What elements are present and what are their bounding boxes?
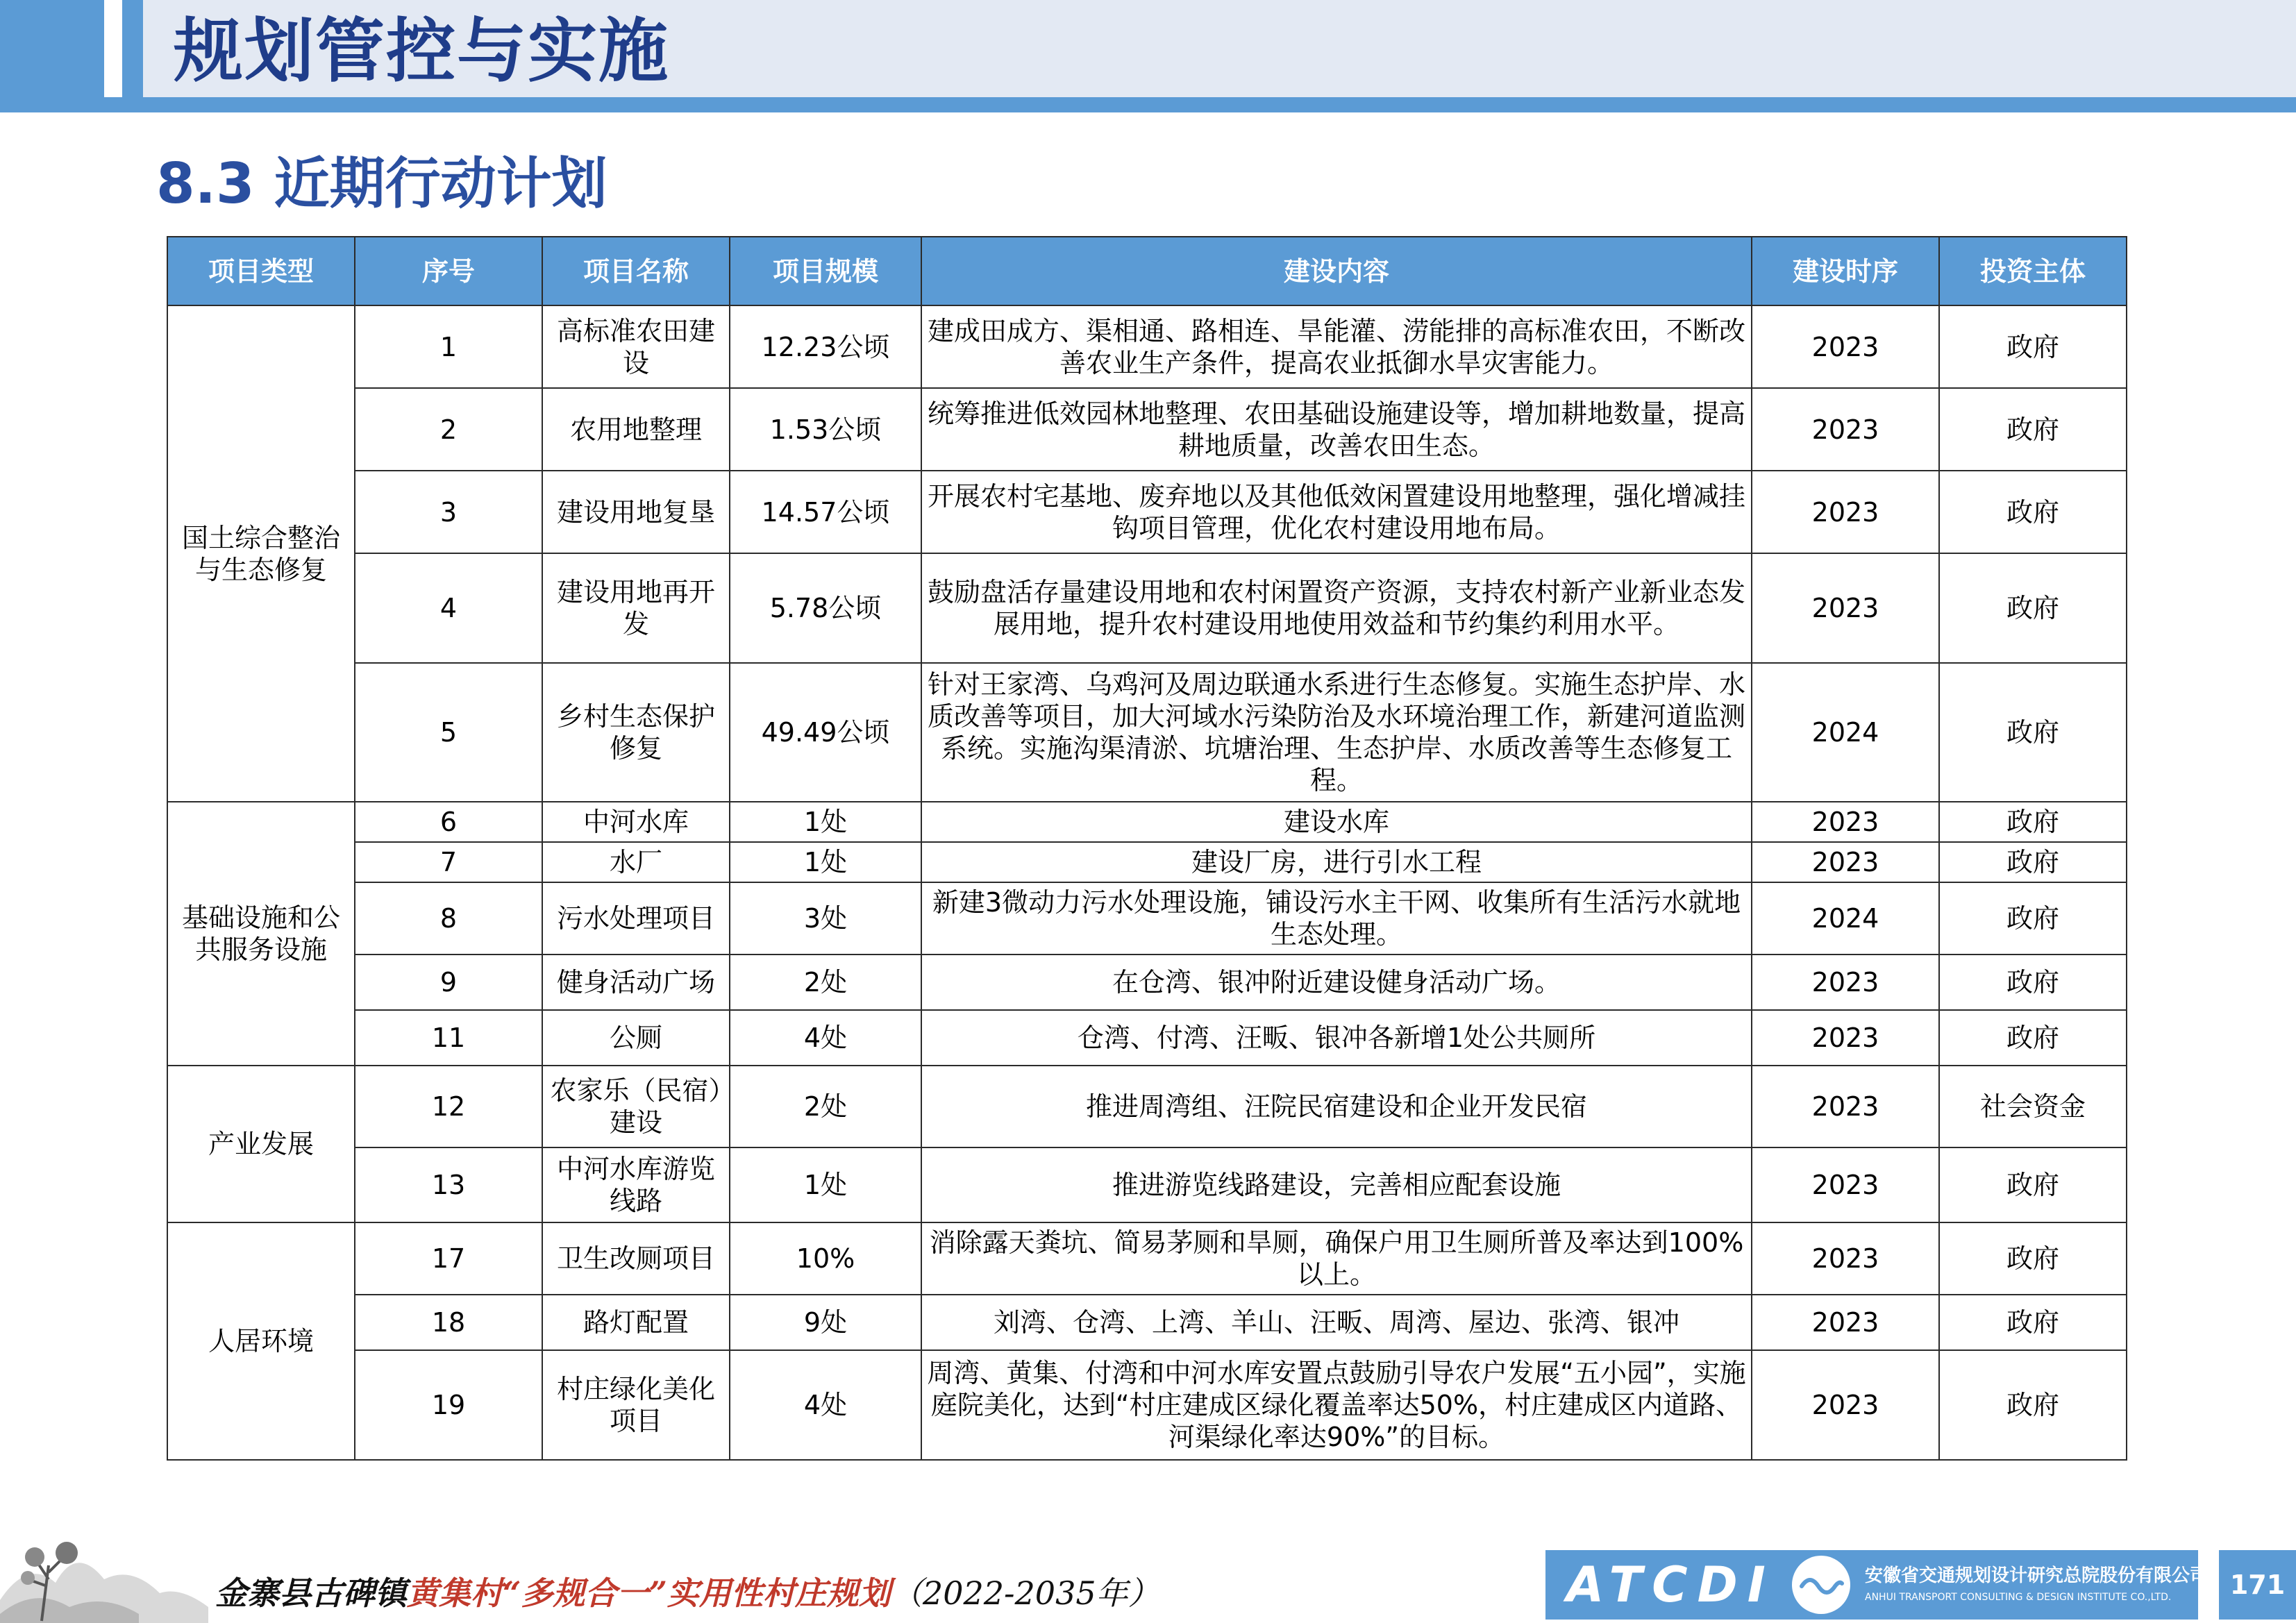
table-row (167, 882, 2127, 955)
construction-content: 推进周湾组、汪院民宿建设和企业开发民宿 (921, 1066, 1752, 1147)
construction-content: 建设厂房，进行引水工程 (921, 842, 1752, 882)
construction-year: 2023 (1752, 1295, 1939, 1350)
construction-year: 2023 (1752, 553, 1939, 663)
project-scale: 1.53公顷 (730, 388, 921, 471)
construction-year: 2023 (1752, 1222, 1939, 1295)
header-divider (0, 97, 2296, 112)
footer-county-town: 金寨县古碑镇 (215, 1574, 407, 1612)
construction-content: 统筹推进低效园林地整理、农田基础设施建设等，增加耕地数量，提高耕地质量，改善农田生态。 (921, 388, 1752, 471)
investor: 社会资金 (1939, 1066, 2127, 1147)
row-number: 6 (355, 802, 542, 842)
footer-plan-name: “多规合一”实用性村庄规划 (503, 1574, 891, 1612)
action-plan-table (167, 236, 2127, 1461)
project-type-cell: 人居环境 (167, 1222, 355, 1460)
atcdi-logo: ATCDI (1566, 1556, 1775, 1613)
investor: 政府 (1939, 842, 2127, 882)
project-name: 健身活动广场 (542, 955, 730, 1010)
table-row (167, 842, 2127, 882)
investor: 政府 (1939, 663, 2127, 802)
project-type-cell: 基础设施和公共服务设施 (167, 802, 355, 1066)
construction-year: 2023 (1752, 1350, 1939, 1460)
row-number: 18 (355, 1295, 542, 1350)
header-gap (104, 0, 122, 97)
table-row (167, 1350, 2127, 1460)
project-scale: 2处 (730, 955, 921, 1010)
project-name: 水厂 (542, 842, 730, 882)
construction-year: 2023 (1752, 955, 1939, 1010)
table-row (167, 1222, 2127, 1295)
table-row (167, 305, 2127, 388)
table-row (167, 471, 2127, 553)
investor: 政府 (1939, 802, 2127, 842)
row-number: 8 (355, 882, 542, 955)
construction-year: 2023 (1752, 1010, 1939, 1066)
project-name: 农用地整理 (542, 388, 730, 471)
header-accent-stripe-2 (122, 0, 143, 97)
institute-name-en: ANHUI TRANSPORT CONSULTING & DESIGN INSTITUTE CO.,LTD. (1865, 1592, 2172, 1603)
table-row (167, 1295, 2127, 1350)
project-scale: 14.57公顷 (730, 471, 921, 553)
construction-content: 消除露天粪坑、简易茅厕和旱厕，确保户用卫生厕所普及率达到100%以上。 (921, 1222, 1752, 1295)
construction-content: 在仓湾、银冲附近建设健身活动广场。 (921, 955, 1752, 1010)
investor: 政府 (1939, 1147, 2127, 1222)
section-title: 8.3 近期行动计划 (156, 151, 607, 216)
project-name: 中河水库 (542, 802, 730, 842)
row-number: 2 (355, 388, 542, 471)
investor: 政府 (1939, 388, 2127, 471)
investor: 政府 (1939, 1222, 2127, 1295)
investor: 政府 (1939, 882, 2127, 955)
row-number: 9 (355, 955, 542, 1010)
project-scale: 4处 (730, 1010, 921, 1066)
construction-content: 针对王家湾、乌鸡河及周边联通水系进行生态修复。实施生态护岸、水质改善等项目，加大河域水污染防治及水环境治理工作，新建河道监测系统。实施沟渠清淤、坑塘治理、生态护岸、水质改善等生态修复工程。 (921, 663, 1752, 802)
project-scale: 3处 (730, 882, 921, 955)
project-scale: 49.49公顷 (730, 663, 921, 802)
project-scale: 9处 (730, 1295, 921, 1350)
wave-logo-icon (1792, 1556, 1850, 1614)
row-number: 4 (355, 553, 542, 663)
footer-plan-title (215, 1569, 1160, 1617)
institute-name-cn: 安徽省交通规划设计研究总院股份有限公司 (1865, 1565, 2209, 1586)
table-row (167, 388, 2127, 471)
project-name: 路灯配置 (542, 1295, 730, 1350)
construction-content: 鼓励盘活存量建设用地和农村闲置资产资源，支持农村新产业新业态发展用地，提升农村建设用地使用效益和节约集约利用水平。 (921, 553, 1752, 663)
row-number: 13 (355, 1147, 542, 1222)
investor: 政府 (1939, 553, 2127, 663)
row-number: 12 (355, 1066, 542, 1147)
table-row (167, 553, 2127, 663)
project-scale: 12.23公顷 (730, 305, 921, 388)
project-name: 公厕 (542, 1010, 730, 1066)
column-header: 项目类型 (167, 237, 355, 305)
institute-logo-banner (1545, 1550, 2209, 1620)
construction-content: 建设水库 (921, 802, 1752, 842)
row-number: 1 (355, 305, 542, 388)
table-row (167, 1066, 2127, 1147)
investor: 政府 (1939, 305, 2127, 388)
project-scale: 5.78公顷 (730, 553, 921, 663)
page-title: 规划管控与实施 (174, 10, 669, 92)
investor: 政府 (1939, 1010, 2127, 1066)
table-row (167, 663, 2127, 802)
construction-content: 仓湾、付湾、汪畈、银冲各新增1处公共厕所 (921, 1010, 1752, 1066)
row-number: 17 (355, 1222, 542, 1295)
row-number: 3 (355, 471, 542, 553)
construction-year: 2023 (1752, 388, 1939, 471)
project-scale: 10% (730, 1222, 921, 1295)
project-name: 建设用地再开发 (542, 553, 730, 663)
investor: 政府 (1939, 471, 2127, 553)
project-name: 高标准农田建设 (542, 305, 730, 388)
column-header: 建设内容 (921, 237, 1752, 305)
column-header: 序号 (355, 237, 542, 305)
construction-content: 刘湾、仓湾、上湾、羊山、汪畈、周湾、屋边、张湾、银冲 (921, 1295, 1752, 1350)
row-number: 5 (355, 663, 542, 802)
project-name: 污水处理项目 (542, 882, 730, 955)
project-scale: 1处 (730, 842, 921, 882)
column-header: 项目名称 (542, 237, 730, 305)
project-scale: 1处 (730, 802, 921, 842)
project-scale: 4处 (730, 1350, 921, 1460)
table-row (167, 802, 2127, 842)
construction-year: 2024 (1752, 882, 1939, 955)
construction-year: 2023 (1752, 471, 1939, 553)
project-name: 建设用地复垦 (542, 471, 730, 553)
investor: 政府 (1939, 955, 2127, 1010)
row-number: 19 (355, 1350, 542, 1460)
page-number-badge (2219, 1550, 2296, 1620)
construction-content: 推进游览线路建设，完善相应配套设施 (921, 1147, 1752, 1222)
project-name: 乡村生态保护修复 (542, 663, 730, 802)
landscape-art (0, 1517, 208, 1623)
project-name: 农家乐（民宿）建设 (542, 1066, 730, 1147)
table-row (167, 955, 2127, 1010)
project-scale: 1处 (730, 1147, 921, 1222)
footer-village: 黄集村 (407, 1574, 503, 1612)
column-header: 建设时序 (1752, 237, 1939, 305)
project-scale: 2处 (730, 1066, 921, 1147)
construction-content: 开展农村宅基地、废弃地以及其他低效闲置建设用地整理，强化增减挂钩项目管理，优化农村建设用地布局。 (921, 471, 1752, 553)
investor: 政府 (1939, 1295, 2127, 1350)
column-header: 项目规模 (730, 237, 921, 305)
footer-years: （2022-2035年） (890, 1574, 1160, 1612)
construction-year: 2023 (1752, 802, 1939, 842)
project-name: 卫生改厕项目 (542, 1222, 730, 1295)
page-number: 171 (2229, 1570, 2286, 1600)
construction-year: 2024 (1752, 663, 1939, 802)
header-accent-stripe (0, 0, 104, 97)
row-number: 11 (355, 1010, 542, 1066)
project-name: 中河水库游览线路 (542, 1147, 730, 1222)
construction-content: 周湾、黄集、付湾和中河水库安置点鼓励引导农户发展“五小园”，实施庭院美化，达到“村庄建成区绿化覆盖率达50%，村庄建成区内道路、河渠绿化率达90%”的目标。 (921, 1350, 1752, 1460)
construction-year: 2023 (1752, 1147, 1939, 1222)
table-row (167, 1010, 2127, 1066)
table-header-row (167, 237, 2127, 305)
construction-content: 新建3微动力污水处理设施，铺设污水主干网、收集所有生活污水就地生态处理。 (921, 882, 1752, 955)
investor: 政府 (1939, 1350, 2127, 1460)
row-number: 7 (355, 842, 542, 882)
project-name: 村庄绿化美化项目 (542, 1350, 730, 1460)
construction-year: 2023 (1752, 842, 1939, 882)
column-header: 投资主体 (1939, 237, 2127, 305)
construction-year: 2023 (1752, 305, 1939, 388)
table-row (167, 1147, 2127, 1222)
project-type-cell: 国土综合整治与生态修复 (167, 305, 355, 802)
construction-content: 建成田成方、渠相通、路相连、旱能灌、涝能排的高标准农田，不断改善农业生产条件，提高农业抵御水旱灾害能力。 (921, 305, 1752, 388)
project-type-cell: 产业发展 (167, 1066, 355, 1222)
construction-year: 2023 (1752, 1066, 1939, 1147)
